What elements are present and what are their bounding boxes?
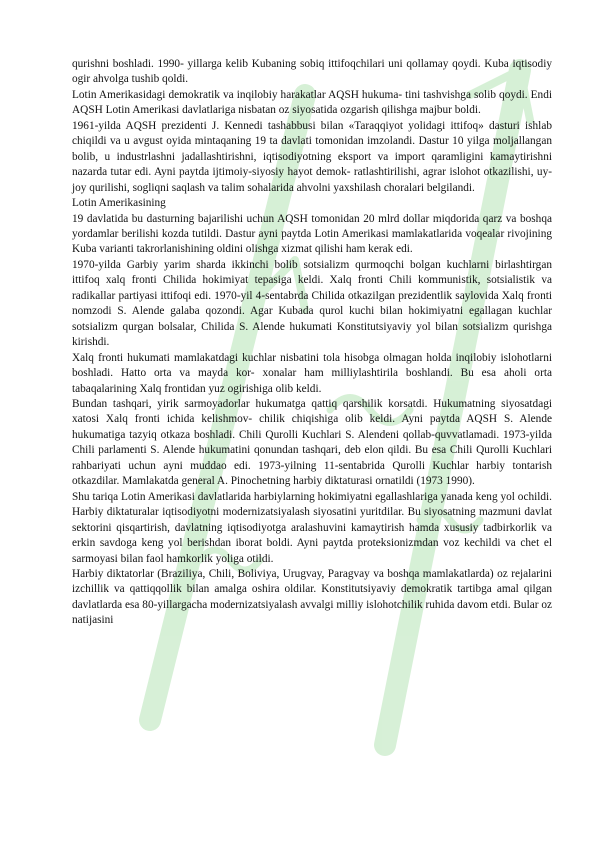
paragraph-7: Xalq fronti hukumati mamlakatdagi kuchlar nisbatini tola hisobga olmagan holda inqilobiy islohotlarni boshladi. Hatto orta va mayda kor- xonalar ham milliylashtirila boshlandi. Bu esa aholi orta tabaqalarining Xalq frontidan yuz ogirishiga olib keldi. bbox=[72, 351, 552, 395]
paragraph-4: Lotin Amerikasining bbox=[72, 197, 166, 210]
paragraph-6: 1970-yilda Garbiy yarim sharda ikkinchi bolib sotsializm qurmoqchi bolgan kuchlarni birlashtirgan ittifoq xalq fronti Chilida hokimiyat tepasiga keldi. Xalq fronti Chili kommunistik, sotsialistik va radikallar partiyasi ittifoqi edi. 1970-yil 4-sentabrda Chilida otkazilgan prezidentlik saylovida Xalq fronti nomzodi S. Alende galaba qozondi. Agar Kubada qurol kuchi bilan hokimiyatni egallagan kuchlar sotsializm qurgan bolsalar, Chilida S. Alende hukumati Konstitutsiyaviy yol bilan sotsializm qurishga kirishdi. bbox=[72, 258, 552, 349]
paragraph-5: 19 davlatida bu dasturning bajarilishi uchun AQSH tomonidan 20 mlrd dollar miqdorida qarz va boshqa yordamlar berilishi kozda tutildi. Dastur ayni paytda Lotin Amerikasi mamlakatlarida voqealar rivojining Kuba varianti takrorlanishining oldini olishga xizmat qilishi ham kerak edi. bbox=[72, 212, 552, 256]
paragraph-8: Bundan tashqari, yirik sarmoyadorlar hukumatga qattiq qarshilik korsatdi. Hukumatning siyosatdagi xatosi Xalq fronti ichida kelishmov- chilik chiqishiga olib keldi. Ayni paytda AQSH S. Alende hukumatiga tazyiq otkaza boshladi. Chili Qurolli Kuchlari S. Alendeni qollab-quvvatlamadi. 1973-yilda Chili parlamenti S. Alende hukumatini qonundan tashqari, deb elon qildi. Bu esa Chili Qurolli Kuchlari rahbariyati uchun ayni muddao edi. 1973-yilning 11-sentabrida Qurolli Kuchlar harbiy tontarish otkazdilar. Mamlakatda general A. Pinochetning harbiy diktaturasi ornatildi (1973 1990). bbox=[72, 397, 552, 488]
paragraph-9: Shu tariqa Lotin Amerikasi davlatlarida harbiylarning hokimiyatni egallashlariga yanada keng yol ochildi. Harbiy diktaturalar iqtisodiyotni modernizatsiyalash siyosatini yuritdilar. Bu siyosatning mazmuni davlat sektorini qisqartirish, davlatning iqtisodiyotga aralashuvini kamaytirish hamda xususiy tadbirkorlik va erkin savdoga keng yol berishdan iborat boldi. Ayni paytda proteksionizmdan voz kechildi va chet el sarmoyasi bilan faol hamkorlik yoliga otildi. bbox=[72, 490, 552, 565]
paragraph-2: Lotin Amerikasidagi demokratik va inqilobiy harakatlar AQSH hukuma- tini tashvishga solib qoydi. Endi AQSH Lotin Amerikasi davlatlariga nisbatan oz siyosatida ozgarish qilishga majbur boldi. bbox=[72, 88, 552, 117]
paragraph-1: qurishni boshladi. 1990- yillarga kelib Kubaning sobiq ittifoqchilari uni qollamay qoydi. Kuba iqtisodiy ogir ahvolga tushib qoldi. bbox=[72, 58, 552, 86]
paragraph-3: 1961-yilda AQSH prezidenti J. Kennedi tashabbusi bilan «Taraqqiyot yolidagi ittifoq» dasturi ishlab chiqildi va u avgust oyida mintaqaning 19 ta davlati tomonidan imzolandi. Dastur 10 yilga moljallangan bolib, u industrlashni jadallashtirishni, iqtisodiyotning eksport va import qaramligini kamaytirishni nazarda tutar edi. Ayni paytda ijtimoiy-siyosiy hayot demok- ratlashtirilishi, agrar islohot otkazilishi, uy-joy qurilishi, sogliqni saqlash va talim sohalarida ahvolni yaxshilash choralari belgilandi. bbox=[72, 119, 552, 194]
document-page bbox=[72, 57, 552, 629]
paragraph-10: Harbiy diktatorlar (Braziliya, Chili, Boliviya, Urugvay, Paragvay va boshqa mamlakatlarda) oz rejalarini izchillik va qattiqqollik bilan amalga oshira oldilar. Konstitutsiyaviy demokratik tartibga amal qilgan davlatlarda esa 80-yillargacha modernizatsiyalash avvalgi milliy islohotchilik ruhida davom etdi. Bular oz natijasini bbox=[72, 567, 552, 627]
